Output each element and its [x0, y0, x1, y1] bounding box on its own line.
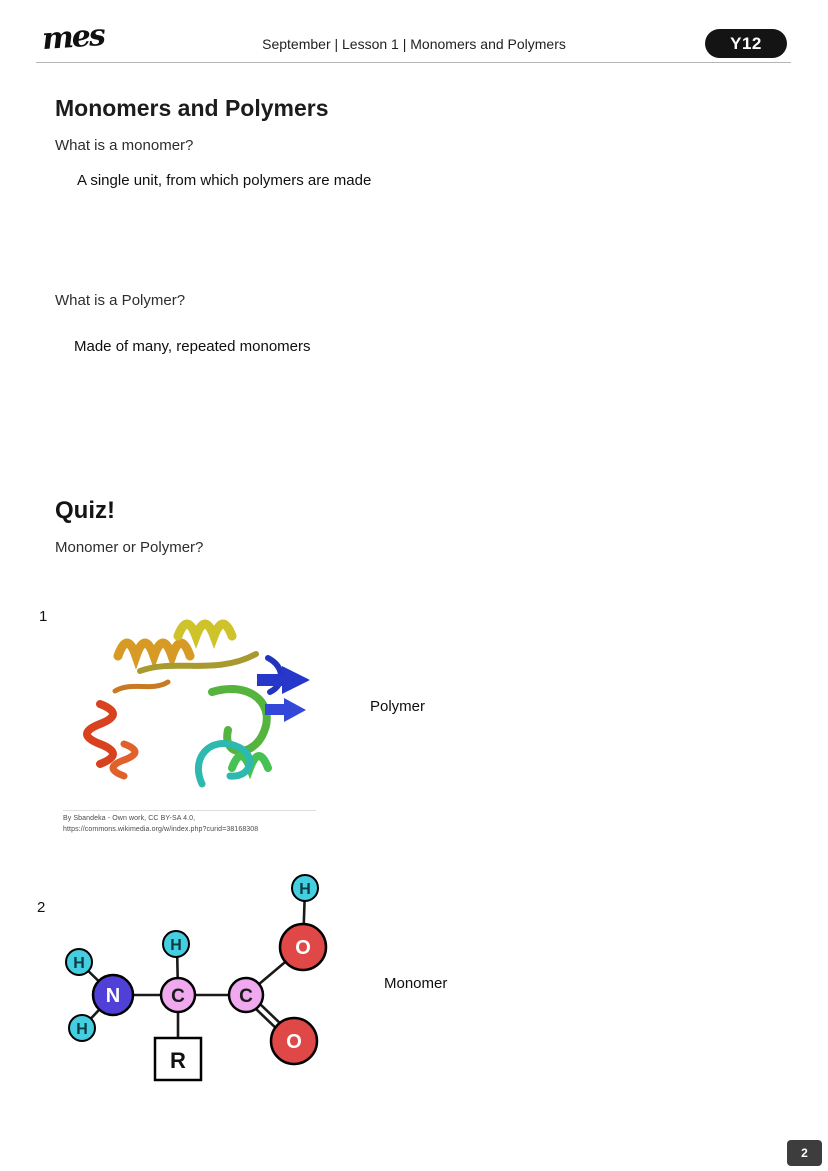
quiz-item-2-number: 2 [37, 899, 46, 916]
question-polymer: What is a Polymer? [55, 292, 186, 309]
r-group-label: R [170, 1048, 186, 1073]
hydrogen-label: H [76, 1021, 88, 1038]
hydrogen-label: H [299, 881, 311, 898]
amino-acid-diagram [50, 866, 340, 1091]
protein-ribbon-svg [60, 596, 315, 808]
ribbon-segment [118, 643, 190, 656]
beta-sheet-arrow [265, 698, 306, 722]
ribbon-segment [178, 624, 232, 636]
oxygen-label: O [295, 937, 311, 959]
quiz-prompt: Monomer or Polymer? [55, 539, 204, 556]
ribbon-segment [113, 744, 135, 776]
attribution-url: https://commons.wikimedia.org/w/index.php?curid=38168308 [63, 825, 259, 833]
year-group-badge: Y12 [705, 29, 787, 58]
beta-sheet-arrow [257, 666, 310, 694]
nitrogen-label: N [105, 985, 121, 1007]
carbon-label: C [171, 986, 185, 1007]
carbon-label: C [239, 986, 253, 1007]
quiz-item-1-answer: Polymer [370, 698, 426, 715]
oxygen-label: O [286, 1031, 302, 1053]
quiz-item-1-number: 1 [39, 608, 48, 625]
protein-ribbon-image [60, 596, 315, 808]
header-divider [36, 62, 791, 63]
attribution-line: By Sbandeka - Own work, CC BY-SA 4.0, [63, 815, 196, 822]
breadcrumb: September | Lesson 1 | Monomers and Polymers [262, 36, 566, 52]
quiz-title: Quiz! [55, 497, 115, 524]
bond-lines [79, 888, 305, 1043]
ribbon-segment [198, 744, 249, 784]
image-attribution [63, 810, 316, 835]
question-monomer: What is a monomer? [55, 137, 194, 154]
quiz-item-2-answer: Monomer [384, 975, 448, 992]
page-title: Monomers and Polymers [55, 95, 329, 121]
page-number-badge: 2 [787, 1140, 822, 1166]
ribbon-segment [115, 682, 168, 691]
answer-monomer: A single unit, from which polymers are made [77, 172, 372, 189]
ribbon-segment [87, 704, 113, 764]
hydrogen-label: H [73, 955, 85, 972]
hydrogen-label: H [170, 937, 182, 954]
brand-logo: mes [40, 17, 105, 58]
answer-polymer: Made of many, repeated monomers [74, 338, 311, 355]
amino-acid-svg [50, 866, 340, 1091]
